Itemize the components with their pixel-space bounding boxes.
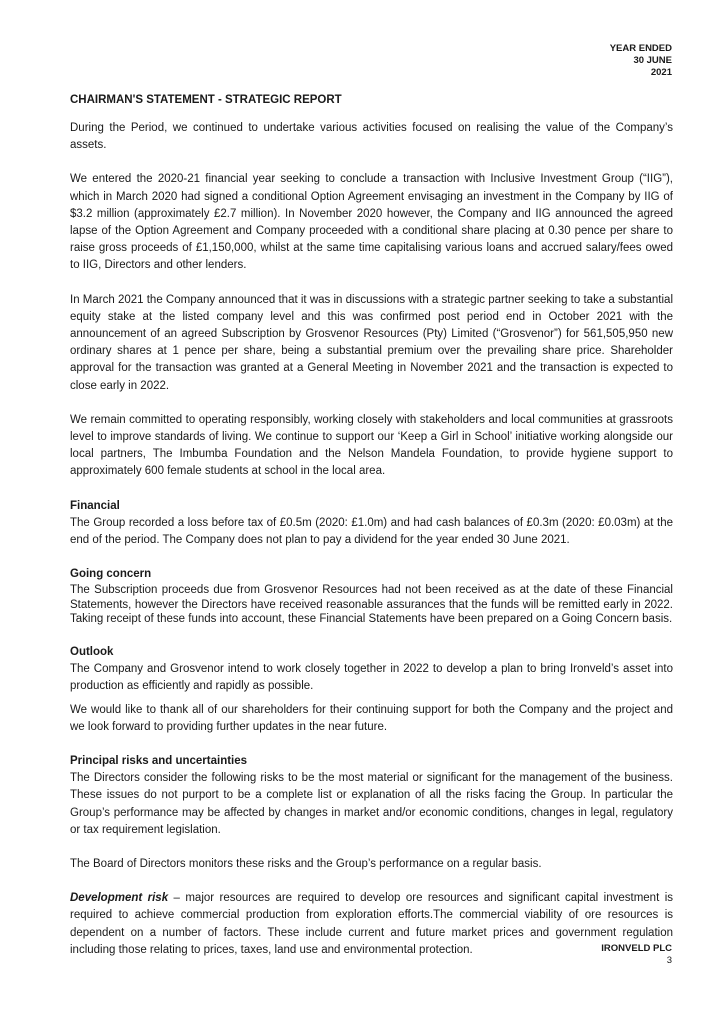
- risks-text-2: The Board of Directors monitors these risks and the Group’s performance on a regular basis.: [70, 858, 542, 870]
- header-line-1: YEAR ENDED: [609, 43, 672, 54]
- footer-company-name: IRONVELD PLC: [601, 943, 672, 954]
- going-concern-text: The Subscription proceeds due from Grosvenor Resources had not been received as at the date of these Financial Statements, however the Directors have received reasonable assurances that the funds will be remitted early in 2022. Taking receipt of these funds into account, these Financial Statements have been prepared on a Going Concern basis.: [70, 584, 673, 626]
- report-period-header: [610, 43, 672, 79]
- outlook-text-2: We would like to thank all of our shareholders for their continuing support for both the Company and the project and we look forward to providing further updates in the near future.: [70, 703, 673, 733]
- header-line-3: 2021: [650, 67, 672, 78]
- header-line-2: 30 JUNE: [633, 55, 672, 66]
- risks-heading: Principal risks and uncertainties: [70, 754, 248, 767]
- development-risk-paragraph: [70, 890, 673, 959]
- paragraph-grosvenor-subscription: In March 2021 the Company announced that it was in discussions with a strategic partner seeking to take a substantial equity stake at the listed company level and this was confirmed post period end in October 2021 with the announcement of an agreed Subscription by Grosvenor Resources (Pty) Limited (“Grosvenor”) for 561,505,950 new ordinary shares at 1 pence per share, being a substantial premium over the prevailing share price. Shareholder approval for the transaction was granted at a General Meeting in November 2021 and the transaction is expected to close early in 2022.: [70, 293, 673, 392]
- financial-heading: Financial: [70, 499, 120, 512]
- paragraph-iig-transaction: We entered the 2020-21 financial year seeking to conclude a transaction with Inclusive Investment Group (“IIG”), which in March 2020 had signed a conditional Option Agreement envisaging an investment in the Company by IIG of $3.2 million (approximately £2.7 million). In November 2020 however, the Company and IIG announced the agreed lapse of the Option Agreement and Company proceeded with a conditional share placing at 0.30 pence per share to raise gross proceeds of £1,150,000, whilst at the same time capitalising various loans and accrued salary/fees owed to IIG, Directors and other lenders.: [70, 173, 673, 272]
- risks-text-1: The Directors consider the following risks to be the most material or significant for the management of the business. These issues do not purport to be a complete list or explanation of all the risks facing the Group. In particular the Group’s performance may be affected by changes in market and/or economic conditions, changes in legal, regulatory or tax requirement legislation.: [70, 772, 673, 836]
- paragraph-intro: During the Period, we continued to undertake various activities focused on realising the value of the Company’s assets.: [70, 122, 673, 152]
- development-risk-text: – major resources are required to develop ore resources and significant capital investment is required to achieve commercial production from exploration efforts.The commercial viability of ore resources is dependent on a number of factors. These include current and future market prices and government regulation including those relating to prices, taxes, land use and environmental protection.: [70, 892, 674, 956]
- financial-text: The Group recorded a loss before tax of £0.5m (2020: £1.0m) and had cash balances of £0.3m (2020: £0.03m) at the end of the period. The Company does not plan to pay a dividend for the year ended 30 June 2021.: [70, 516, 673, 547]
- paragraph-community: We remain committed to operating responsibly, working closely with stakeholders and local communities at grassroots level to improve standards of living. We continue to support our ‘Keep a Girl in School’ initiative working alongside our local partners, The Imbumba Foundation and the Nelson Mandela Foundation, to provide hygiene support to approximately 600 female students at school in the local area.: [70, 413, 673, 478]
- statement-body: [70, 120, 673, 959]
- page-title: CHAIRMAN'S STATEMENT - STRATEGIC REPORT: [70, 94, 342, 106]
- page-footer: [601, 943, 672, 967]
- going-concern-heading: Going concern: [70, 568, 152, 581]
- page-number: 3: [666, 955, 672, 966]
- outlook-text-1: The Company and Grosvenor intend to work closely together in 2022 to develop a plan to bring Ironveld’s asset into production as efficiently and rapidly as possible.: [70, 663, 673, 693]
- outlook-heading: Outlook: [70, 645, 114, 658]
- development-risk-label: Development risk: [70, 892, 169, 905]
